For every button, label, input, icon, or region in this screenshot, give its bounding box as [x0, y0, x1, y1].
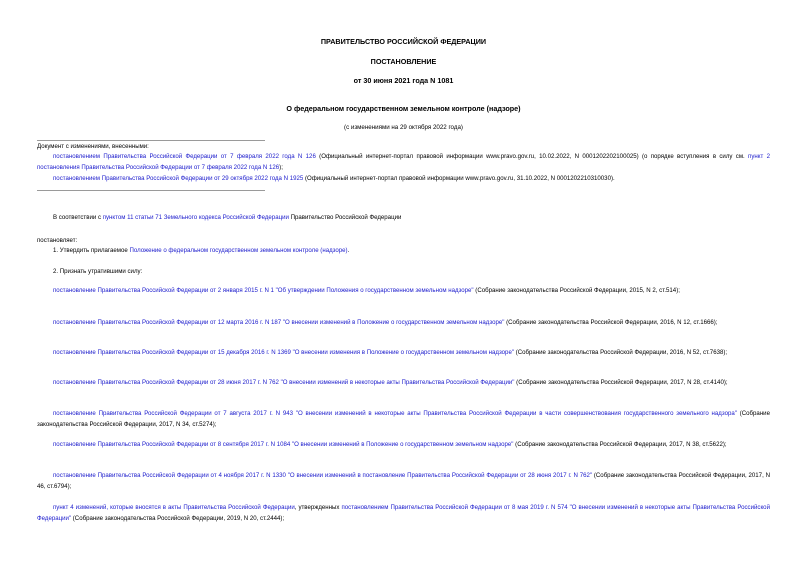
act-text: (Собрание законодательства Российской Федерации, 2019, N 20, ст.2444); — [71, 514, 285, 522]
repealed-act-2 — [37, 318, 770, 329]
act-link[interactable]: пункт 4 изменений, которые вносятся в акты Правительства Российской Федерации — [53, 504, 295, 511]
repealed-act-4 — [37, 378, 770, 389]
land-code-link[interactable]: пунктом 11 статьи 71 Земельного кодекса Российской Федерации — [102, 214, 289, 221]
point-2: 2. Признать утратившими силу: — [53, 268, 143, 275]
change-link-126-point2[interactable]: пункт 2 постановления Правительства Российской Федерации от 7 февраля 2022 года N 126 — [37, 153, 770, 171]
act-text: (Собрание законодательства Российской Федерации, 2016, N 52, ст.7638); — [514, 349, 728, 356]
regulation-link[interactable]: Положение о федеральном государственном земельном контроле (надзоре) — [129, 247, 348, 254]
act-text: (Собрание законодательства Российской Федерации, 2017, N 34, ст.5274); — [37, 410, 770, 428]
act-text: (Собрание законодательства Российской Федерации, 2017, N 28, ст.4140); — [514, 379, 728, 386]
act-link[interactable]: постановление Правительства Российской Федерации от 12 марта 2016 г. N 187 "О внесении изменений в Положение о государственном земельном надзоре" — [53, 319, 505, 326]
change-link-126[interactable]: постановлением Правительства Российской Федерации от 7 февраля 2022 года N 126 — [53, 153, 316, 160]
act-link[interactable]: постановление Правительства Российской Федерации от 4 ноября 2017 г. N 1330 "О внесении изменений в постановление Правительства Российской Федерации от 28 июня 2017 г. N 762" — [53, 472, 593, 479]
act-text: , утвержденных — [294, 504, 342, 511]
act-text: (Собрание законодательства Российской Федерации, 2016, N 12, ст.1666); — [504, 319, 718, 326]
point-1-post: . — [347, 247, 350, 254]
basis-pre: В соответствии с — [53, 214, 103, 221]
top-divider — [37, 140, 265, 141]
changes-intro: Документ с изменениями, внесенными: — [37, 143, 149, 150]
government-heading: ПРАВИТЕЛЬСТВО РОССИЙСКОЙ ФЕДЕРАЦИИ — [320, 37, 487, 46]
repealed-act-3 — [37, 348, 770, 359]
change-text-end: ); — [279, 163, 283, 171]
repealed-act-1 — [37, 286, 770, 297]
amendments-note: (с изменениями на 29 октября 2022 года) — [344, 124, 463, 131]
act-link[interactable]: постановление Правительства Российской Федерации от 15 декабря 2016 г. N 1369 "О внесении изменения в Положение о государственном земельном надзоре" — [53, 349, 514, 356]
changes-item-2 — [37, 174, 770, 185]
act-link[interactable]: постановление Правительства Российской Федерации от 7 августа 2017 г. N 943 "О внесении изменений в некоторые акты Правительства Российской Федерации в части совершенствования государственного земельного надзора" — [53, 410, 737, 417]
act-text: (Собрание законодательства Российской Федерации, 2017, N 38, ст.5622); — [513, 441, 727, 448]
act-text: (Собрание законодательства Российской Федерации, 2015, N 2, ст.514); — [473, 287, 680, 294]
decides-text: постановляет: — [37, 237, 78, 244]
repealed-act-8 — [37, 503, 770, 524]
basis-post: Правительство Российской Федерации — [288, 214, 402, 221]
change-link-1925[interactable]: постановлением Правительства Российской Федерации от 29 октября 2022 года N 1925 — [53, 175, 304, 182]
document-title: О федеральном государственном земельном контроле (надзоре) — [286, 104, 521, 113]
change-text: (Официальный интернет-портал правовой информации www.pravo.gov.ru, 31.10.2022, N 0001202210310030). — [303, 175, 615, 182]
act-link[interactable]: постановление Правительства Российской Федерации от 28 июня 2017 г. N 762 "О внесении изменений в некоторые акты Правительства Российской Федерации" — [53, 379, 515, 386]
repealed-act-5 — [37, 409, 770, 430]
basis-paragraph — [37, 213, 770, 224]
repealed-act-6 — [37, 440, 770, 451]
act-text: (Собрание законодательства Российской Федерации, 2017, N 46, ст.6794); — [37, 472, 770, 490]
point-1 — [37, 246, 770, 257]
point-1-pre: 1. Утвердить прилагаемое — [53, 247, 130, 254]
date-number: от 30 июня 2021 года N 1081 — [353, 76, 454, 85]
act-link[interactable]: постановление Правительства Российской Федерации от 2 января 2015 г. N 1 "Об утверждении Положения о государственном земельном надзоре" — [53, 287, 474, 294]
document-type: ПОСТАНОВЛЕНИЕ — [370, 57, 437, 66]
bottom-divider — [37, 190, 265, 191]
changes-item-1 — [37, 152, 770, 173]
change-text: (Официальный интернет-портал правовой информации www.pravo.gov.ru, 10.02.2022, N 0001202202100025) (о порядке вступления в силу см. — [315, 153, 749, 160]
act-link[interactable]: постановление Правительства Российской Федерации от 8 сентября 2017 г. N 1084 "О внесении изменений в Положение о государственном земельном надзоре" — [53, 441, 514, 448]
repealed-act-7 — [37, 471, 770, 492]
act-link-574[interactable]: постановлением Правительства Российской Федерации от 8 мая 2019 г. N 574 "О внесении изменений в некоторые акты Правительства Российской Федерации" — [37, 504, 770, 522]
